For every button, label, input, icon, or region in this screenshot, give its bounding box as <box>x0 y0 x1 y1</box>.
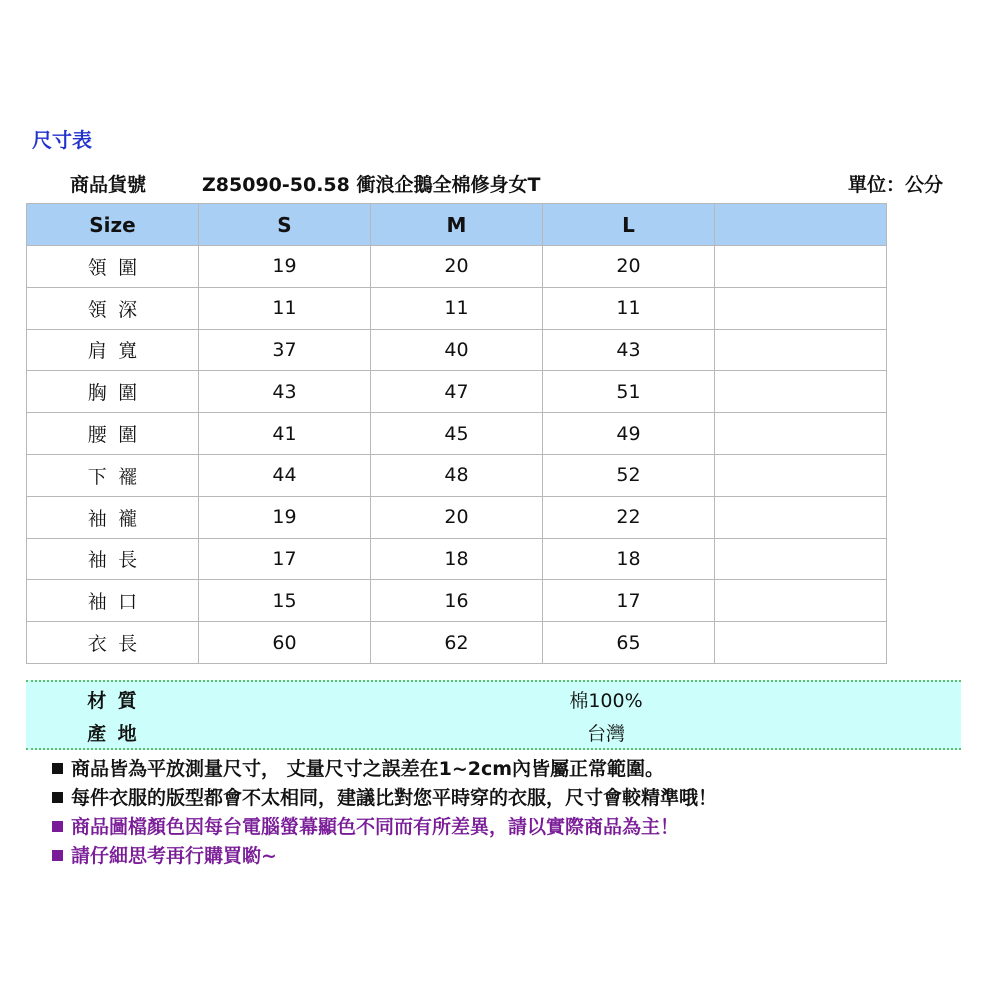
note-text: 請仔細思考再行購買喲~ <box>71 845 277 867</box>
measurement-label: 腰圍 <box>27 413 199 455</box>
measurement-value <box>715 496 887 538</box>
measurement-value: 20 <box>371 246 543 288</box>
measurement-value <box>715 454 887 496</box>
size-table-row <box>27 622 887 664</box>
measurement-value: 60 <box>199 622 371 664</box>
size-table-row <box>27 413 887 455</box>
square-bullet-icon <box>52 850 63 861</box>
measurement-value: 19 <box>199 496 371 538</box>
measurement-value: 11 <box>199 287 371 329</box>
measurement-value: 15 <box>199 580 371 622</box>
measurement-value: 16 <box>371 580 543 622</box>
measurement-label: 胸圍 <box>27 371 199 413</box>
product-code-value: Z85090-50.58 衝浪企鵝全棉修身女T <box>202 174 541 196</box>
measurement-value: 20 <box>543 246 715 288</box>
measurement-value <box>715 538 887 580</box>
measurement-label: 袖襱 <box>27 496 199 538</box>
measurement-value: 43 <box>199 371 371 413</box>
size-table-row <box>27 371 887 413</box>
origin-value: 台灣 <box>586 723 625 745</box>
page-title: 尺寸表 <box>32 128 92 152</box>
measurement-label: 衣長 <box>27 622 199 664</box>
measurement-value: 19 <box>199 246 371 288</box>
note-item <box>52 756 717 785</box>
note-item <box>52 843 717 872</box>
origin-row <box>26 715 961 748</box>
size-table-row <box>27 538 887 580</box>
notes-list <box>52 756 717 872</box>
size-table-row <box>27 496 887 538</box>
size-table-row <box>27 287 887 329</box>
header-cell-s: S <box>199 204 371 246</box>
size-table-row <box>27 454 887 496</box>
header-cell-empty <box>715 204 887 246</box>
header-cell-l: L <box>543 204 715 246</box>
size-table-row <box>27 246 887 288</box>
measurement-label: 下襬 <box>27 454 199 496</box>
measurement-value: 48 <box>371 454 543 496</box>
measurement-value: 41 <box>199 413 371 455</box>
measurement-label: 領深 <box>27 287 199 329</box>
header-cell-size: Size <box>27 204 199 246</box>
measurement-value: 45 <box>371 413 543 455</box>
measurement-value <box>715 329 887 371</box>
material-label: 材質 <box>87 690 149 712</box>
measurement-value: 22 <box>543 496 715 538</box>
unit-text: 單位：公分 <box>848 174 944 196</box>
measurement-value: 44 <box>199 454 371 496</box>
measurement-label: 領圍 <box>27 246 199 288</box>
measurement-value: 49 <box>543 413 715 455</box>
size-table-row <box>27 329 887 371</box>
measurement-value: 37 <box>199 329 371 371</box>
size-table-row <box>27 580 887 622</box>
square-bullet-icon <box>52 792 63 803</box>
measurement-value: 18 <box>543 538 715 580</box>
measurement-value: 40 <box>371 329 543 371</box>
measurement-value: 11 <box>371 287 543 329</box>
note-item <box>52 814 717 843</box>
note-text: 每件衣服的版型都會不太相同，建議比對您平時穿的衣服，尺寸會較精準哦！ <box>71 787 718 809</box>
header-cell-m: M <box>371 204 543 246</box>
note-text: 商品圖檔顏色因每台電腦螢幕顯色不同而有所差異，請以實際商品為主！ <box>71 816 680 838</box>
measurement-value: 51 <box>543 371 715 413</box>
note-text: 商品皆為平放測量尺寸， 丈量尺寸之誤差在1~2cm內皆屬正常範圍。 <box>71 758 665 780</box>
size-table-header <box>27 204 887 246</box>
measurement-value: 65 <box>543 622 715 664</box>
size-table <box>26 203 887 664</box>
measurement-value <box>715 287 887 329</box>
material-row <box>26 682 961 715</box>
measurement-value: 18 <box>371 538 543 580</box>
measurement-value <box>715 413 887 455</box>
measurement-value <box>715 580 887 622</box>
note-item <box>52 785 717 814</box>
measurement-value <box>715 246 887 288</box>
measurement-value: 62 <box>371 622 543 664</box>
measurement-value: 17 <box>543 580 715 622</box>
square-bullet-icon <box>52 763 63 774</box>
measurement-value: 17 <box>199 538 371 580</box>
measurement-label: 肩寬 <box>27 329 199 371</box>
square-bullet-icon <box>52 821 63 832</box>
measurement-value: 52 <box>543 454 715 496</box>
measurement-value <box>715 371 887 413</box>
material-section <box>26 680 961 750</box>
measurement-value: 43 <box>543 329 715 371</box>
measurement-value: 20 <box>371 496 543 538</box>
measurement-label: 袖長 <box>27 538 199 580</box>
measurement-value <box>715 622 887 664</box>
measurement-label: 袖口 <box>27 580 199 622</box>
product-code-label: 商品貨號 <box>70 174 147 196</box>
material-value: 棉100% <box>569 690 643 712</box>
measurement-value: 47 <box>371 371 543 413</box>
origin-label: 產地 <box>87 723 149 745</box>
measurement-value: 11 <box>543 287 715 329</box>
